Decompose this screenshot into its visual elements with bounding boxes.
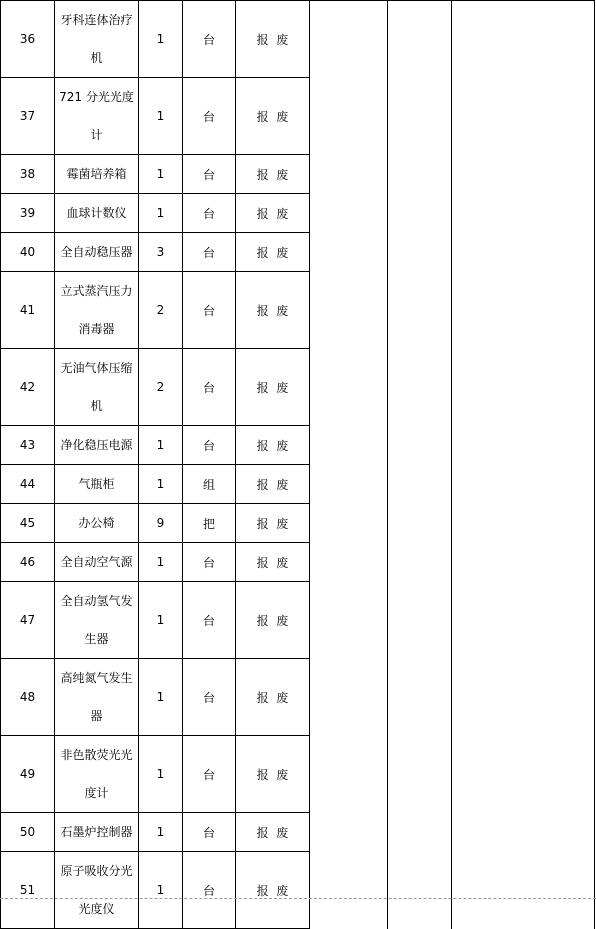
empty-cell <box>388 78 452 155</box>
quantity-cell: 1 <box>139 155 183 194</box>
page-bottom-border <box>0 898 596 899</box>
row-number-cell: 40 <box>1 233 55 272</box>
empty-cell <box>452 852 595 929</box>
empty-cell <box>452 155 595 194</box>
empty-cell <box>310 543 388 582</box>
table-row <box>1 465 595 504</box>
quantity-cell: 9 <box>139 504 183 543</box>
quantity-cell: 1 <box>139 194 183 233</box>
row-number-cell: 37 <box>1 78 55 155</box>
status-cell: 报 废 <box>236 465 310 504</box>
empty-cell <box>310 426 388 465</box>
equipment-name-cell: 石墨炉控制器 <box>55 813 139 852</box>
empty-cell <box>310 465 388 504</box>
quantity-cell: 3 <box>139 233 183 272</box>
quantity-cell: 2 <box>139 349 183 426</box>
row-number-cell: 46 <box>1 543 55 582</box>
quantity-cell: 1 <box>139 582 183 659</box>
empty-cell <box>452 736 595 813</box>
empty-cell <box>452 504 595 543</box>
status-cell: 报 废 <box>236 194 310 233</box>
quantity-cell: 1 <box>139 813 183 852</box>
empty-cell <box>452 272 595 349</box>
equipment-name-cell: 721 分光光度计 <box>55 78 139 155</box>
table-row <box>1 349 595 426</box>
table-row <box>1 813 595 852</box>
equipment-name-cell: 立式蒸汽压力消毒器 <box>55 272 139 349</box>
table-row <box>1 504 595 543</box>
table-row <box>1 155 595 194</box>
empty-cell <box>452 1 595 78</box>
unit-cell: 台 <box>183 813 236 852</box>
quantity-cell: 1 <box>139 736 183 813</box>
unit-cell: 台 <box>183 582 236 659</box>
table-row <box>1 852 595 929</box>
unit-cell: 台 <box>183 349 236 426</box>
row-number-cell: 48 <box>1 659 55 736</box>
status-cell: 报 废 <box>236 1 310 78</box>
status-cell: 报 废 <box>236 349 310 426</box>
unit-cell: 台 <box>183 272 236 349</box>
table-row <box>1 1 595 78</box>
status-cell: 报 废 <box>236 233 310 272</box>
empty-cell <box>310 349 388 426</box>
quantity-cell: 1 <box>139 426 183 465</box>
empty-cell <box>310 78 388 155</box>
row-number-cell: 49 <box>1 736 55 813</box>
equipment-name-cell: 非色散荧光光度计 <box>55 736 139 813</box>
empty-cell <box>452 349 595 426</box>
empty-cell <box>388 543 452 582</box>
empty-cell <box>388 426 452 465</box>
equipment-name-cell: 气瓶柜 <box>55 465 139 504</box>
empty-cell <box>452 543 595 582</box>
status-cell: 报 废 <box>236 426 310 465</box>
equipment-name-cell: 血球计数仪 <box>55 194 139 233</box>
empty-cell <box>388 233 452 272</box>
quantity-cell: 1 <box>139 1 183 78</box>
empty-cell <box>452 233 595 272</box>
row-number-cell: 41 <box>1 272 55 349</box>
table-row <box>1 78 595 155</box>
empty-cell <box>310 272 388 349</box>
table-row <box>1 233 595 272</box>
empty-cell <box>388 582 452 659</box>
equipment-name-cell: 霉菌培养箱 <box>55 155 139 194</box>
empty-cell <box>310 1 388 78</box>
status-cell: 报 废 <box>236 78 310 155</box>
row-number-cell: 47 <box>1 582 55 659</box>
quantity-cell: 2 <box>139 272 183 349</box>
status-cell: 报 废 <box>236 504 310 543</box>
empty-cell <box>452 194 595 233</box>
row-number-cell: 36 <box>1 1 55 78</box>
unit-cell: 台 <box>183 233 236 272</box>
row-number-cell: 38 <box>1 155 55 194</box>
empty-cell <box>452 426 595 465</box>
empty-cell <box>388 194 452 233</box>
empty-cell <box>452 659 595 736</box>
empty-cell <box>388 465 452 504</box>
equipment-name-cell: 全自动氢气发生器 <box>55 582 139 659</box>
status-cell: 报 废 <box>236 736 310 813</box>
empty-cell <box>452 582 595 659</box>
table-row <box>1 736 595 813</box>
status-cell: 报 废 <box>236 659 310 736</box>
empty-cell <box>310 194 388 233</box>
empty-cell <box>310 852 388 929</box>
empty-cell <box>388 155 452 194</box>
empty-cell <box>388 272 452 349</box>
empty-cell <box>388 504 452 543</box>
row-number-cell: 50 <box>1 813 55 852</box>
empty-cell <box>452 465 595 504</box>
empty-cell <box>310 813 388 852</box>
unit-cell: 台 <box>183 543 236 582</box>
equipment-name-cell: 无油气体压缩机 <box>55 349 139 426</box>
empty-cell <box>310 582 388 659</box>
status-cell: 报 废 <box>236 582 310 659</box>
empty-cell <box>310 736 388 813</box>
empty-cell <box>452 813 595 852</box>
unit-cell: 台 <box>183 1 236 78</box>
empty-cell <box>310 659 388 736</box>
empty-cell <box>388 813 452 852</box>
status-cell: 报 废 <box>236 852 310 929</box>
equipment-name-cell: 全自动稳压器 <box>55 233 139 272</box>
empty-cell <box>310 233 388 272</box>
unit-cell: 台 <box>183 736 236 813</box>
empty-cell <box>388 1 452 78</box>
table-row <box>1 543 595 582</box>
equipment-name-cell: 办公椅 <box>55 504 139 543</box>
unit-cell: 台 <box>183 426 236 465</box>
unit-cell: 台 <box>183 852 236 929</box>
table-row <box>1 194 595 233</box>
equipment-name-cell: 净化稳压电源 <box>55 426 139 465</box>
quantity-cell: 1 <box>139 852 183 929</box>
table-body <box>1 1 595 929</box>
quantity-cell: 1 <box>139 78 183 155</box>
status-cell: 报 废 <box>236 272 310 349</box>
row-number-cell: 45 <box>1 504 55 543</box>
unit-cell: 组 <box>183 465 236 504</box>
table-row <box>1 272 595 349</box>
unit-cell: 把 <box>183 504 236 543</box>
quantity-cell: 1 <box>139 543 183 582</box>
status-cell: 报 废 <box>236 155 310 194</box>
row-number-cell: 44 <box>1 465 55 504</box>
empty-cell <box>388 852 452 929</box>
empty-cell <box>310 504 388 543</box>
row-number-cell: 39 <box>1 194 55 233</box>
empty-cell <box>310 155 388 194</box>
unit-cell: 台 <box>183 78 236 155</box>
equipment-name-cell: 全自动空气源 <box>55 543 139 582</box>
status-cell: 报 废 <box>236 543 310 582</box>
row-number-cell: 43 <box>1 426 55 465</box>
table-row <box>1 582 595 659</box>
quantity-cell: 1 <box>139 659 183 736</box>
unit-cell: 台 <box>183 155 236 194</box>
unit-cell: 台 <box>183 659 236 736</box>
equipment-name-cell: 牙科连体治疗机 <box>55 1 139 78</box>
empty-cell <box>388 736 452 813</box>
quantity-cell: 1 <box>139 465 183 504</box>
table-row <box>1 426 595 465</box>
empty-cell <box>388 349 452 426</box>
equipment-name-cell: 原子吸收分光光度仪 <box>55 852 139 929</box>
equipment-name-cell: 高纯氮气发生器 <box>55 659 139 736</box>
empty-cell <box>452 78 595 155</box>
table-row <box>1 659 595 736</box>
unit-cell: 台 <box>183 194 236 233</box>
empty-cell <box>388 659 452 736</box>
row-number-cell: 51 <box>1 852 55 929</box>
status-cell: 报 废 <box>236 813 310 852</box>
row-number-cell: 42 <box>1 349 55 426</box>
